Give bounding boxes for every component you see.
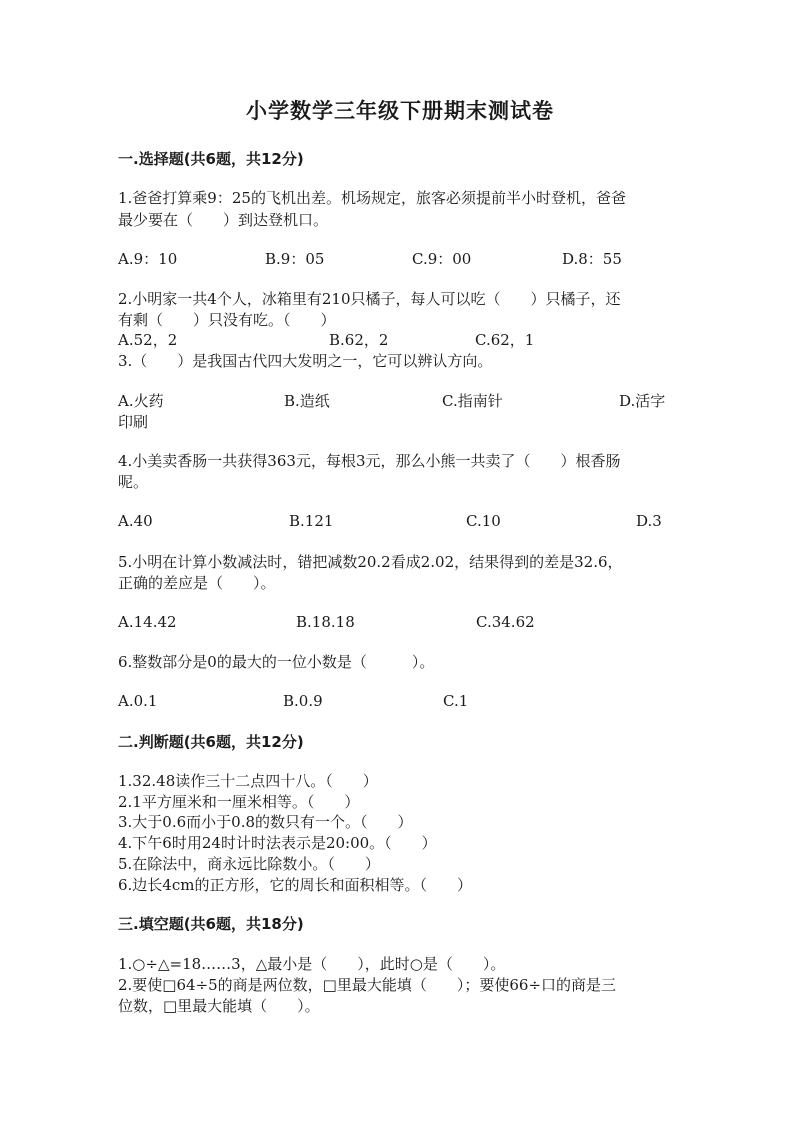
option-a: A.52，2 xyxy=(118,331,178,349)
question-text: 呢。 xyxy=(118,473,149,491)
option-c: C.34.62 xyxy=(476,613,535,631)
list-item: 6.边长4cm的正方形，它的周长和面积相等。（ ） xyxy=(118,876,472,894)
option-a: A.40 xyxy=(118,512,153,530)
option-d: D.8：55 xyxy=(562,250,622,268)
list-item: 2.1平方厘米和一厘米相等。（ ） xyxy=(118,793,360,811)
section-header-choice: 一.选择题(共6题，共12分) xyxy=(118,150,304,168)
question-text: 1.爸爸打算乘9：25的飞机出差。机场规定，旅客必须提前半小时登机，爸爸 xyxy=(118,189,626,207)
option-d: D.3 xyxy=(636,512,662,530)
option-c: C.指南针 xyxy=(442,392,503,410)
list-item: 5.在除法中，商永远比除数小。（ ） xyxy=(118,855,380,873)
option-a: A.火药 xyxy=(118,392,164,410)
question-text: 正确的差应是（ ）。 xyxy=(118,574,276,592)
question-text: 1.○÷△=18……3，△最小是（ ），此时○是（ ）。 xyxy=(118,955,506,973)
question-text: 2.要使□64÷5的商是两位数，□里最大能填（ ）；要使66÷口的商是三 xyxy=(118,976,617,994)
question-text: 有剩（ ）只没有吃。（ ） xyxy=(118,311,336,329)
option-d-wrap: 印刷 xyxy=(118,413,149,431)
option-a: A.9：10 xyxy=(118,250,178,268)
option-b: B.18.18 xyxy=(296,613,355,631)
section-header-judgement: 二.判断题(共6题，共12分) xyxy=(118,733,304,751)
list-item: 1.32.48读作三十二点四十八。（ ） xyxy=(118,772,378,790)
option-b: B.121 xyxy=(289,512,334,530)
question-text: 位数，□里最大能填（ ）。 xyxy=(118,997,320,1015)
list-item: 3.大于0.6而小于0.8的数只有一个。（ ） xyxy=(118,813,413,831)
page-title: 小学数学三年级下册期末测试卷 xyxy=(246,98,554,123)
option-b: B.造纸 xyxy=(284,392,330,410)
option-a: A.0.1 xyxy=(118,692,158,710)
option-d: D.活字 xyxy=(619,392,666,410)
question-text: 3.（ ）是我国古代四大发明之一，它可以辨认方向。 xyxy=(118,352,493,370)
question-text: 2.小明家一共4个人，冰箱里有210只橘子，每人可以吃（ ）只橘子，还 xyxy=(118,290,621,308)
section-header-fill-blank: 三.填空题(共6题，共18分) xyxy=(118,915,304,933)
question-text: 最少要在（ ）到达登机口。 xyxy=(118,211,329,229)
option-c: C.10 xyxy=(466,512,501,530)
option-c: C.1 xyxy=(443,692,469,710)
question-text: 6.整数部分是0的最大的一位小数是（ ）。 xyxy=(118,653,435,671)
list-item: 4.下午6时用24时计时法表示是20:00。（ ） xyxy=(118,834,437,852)
option-b: B.62，2 xyxy=(329,331,389,349)
option-b: B.9：05 xyxy=(265,250,325,268)
question-text: 5.小明在计算小数减法时，错把减数20.2看成2.02，结果得到的差是32.6， xyxy=(118,553,623,571)
question-text: 4.小美卖香肠一共获得363元，每根3元，那么小熊一共卖了（ ）根香肠 xyxy=(118,452,621,470)
option-a: A.14.42 xyxy=(118,613,177,631)
option-b: B.0.9 xyxy=(283,692,323,710)
option-c: C.62，1 xyxy=(475,331,535,349)
option-c: C.9：00 xyxy=(412,250,472,268)
